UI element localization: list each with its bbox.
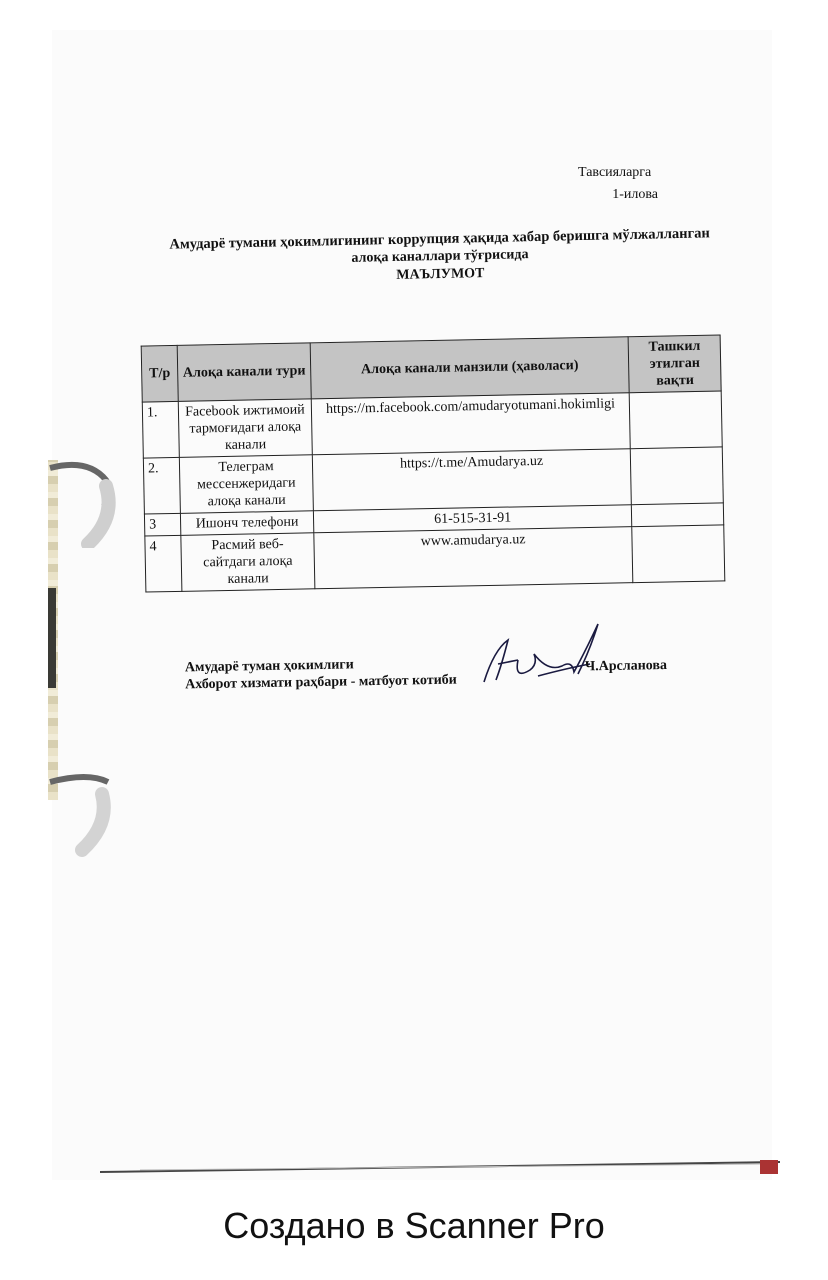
row-num: 4 [145, 535, 182, 592]
signature-line-1: Амударё туман ҳокимлиги [184, 657, 354, 676]
row-type: Расмий веб-сайтдаги алоқа канали [181, 533, 315, 592]
row-time [632, 525, 725, 583]
row-type: Facebook ижтимоий тармоғидаги алоқа канали [178, 399, 312, 458]
header-type: Алоқа канали тури [177, 343, 311, 402]
row-time [629, 391, 722, 449]
row-type: Телеграм мессенжеридаги алоқа канали [179, 455, 313, 514]
page-bottom-edge [100, 1160, 780, 1176]
heading-line-2: алоқа каналлари тўғрисида [351, 247, 529, 266]
header-num: Т/р [141, 345, 178, 402]
binder-ring-top-icon [48, 458, 118, 548]
row-type: Ишонч телефони [180, 511, 313, 536]
header-time: Ташкил этилган вақти [628, 335, 721, 393]
heading-line-1: Амударё тумани ҳокимлигининг коррупция ҳақида хабар беришга мўлжалланган [169, 225, 710, 253]
binder-ring-bottom-icon [48, 768, 118, 858]
row-num: 1. [142, 401, 179, 458]
row-num: 2. [143, 457, 180, 514]
channels-table [141, 334, 726, 592]
row-time [632, 503, 724, 527]
row-address: www.amudarya.uz [314, 527, 633, 589]
annex-note [578, 162, 658, 206]
row-address: 61-515-31-91 [313, 505, 632, 533]
row-address: https://t.me/Amudarya.uz [312, 449, 631, 511]
row-address: https://m.facebook.com/amudaryotumani.hokimligi [311, 393, 630, 455]
signatory-name: Ч.Арсланова [584, 657, 668, 675]
binder-strip-shadow [48, 588, 56, 688]
table-row [145, 525, 725, 592]
row-num: 3 [144, 513, 180, 536]
annex-line-1: Тавсияларга [578, 165, 652, 180]
signature-line-2: Ахборот хизмати раҳбари - матбуот котиби [185, 672, 457, 693]
scanner-watermark: Создано в Scanner Pro [223, 1205, 605, 1246]
annex-line-2: 1-илова [612, 187, 658, 202]
heading-line-3: МАЪЛУМОТ [396, 266, 485, 283]
row-time [631, 447, 724, 505]
scanned-page [52, 30, 772, 1180]
header-address: Алоқа канали манзили (ҳаволаси) [310, 337, 629, 399]
